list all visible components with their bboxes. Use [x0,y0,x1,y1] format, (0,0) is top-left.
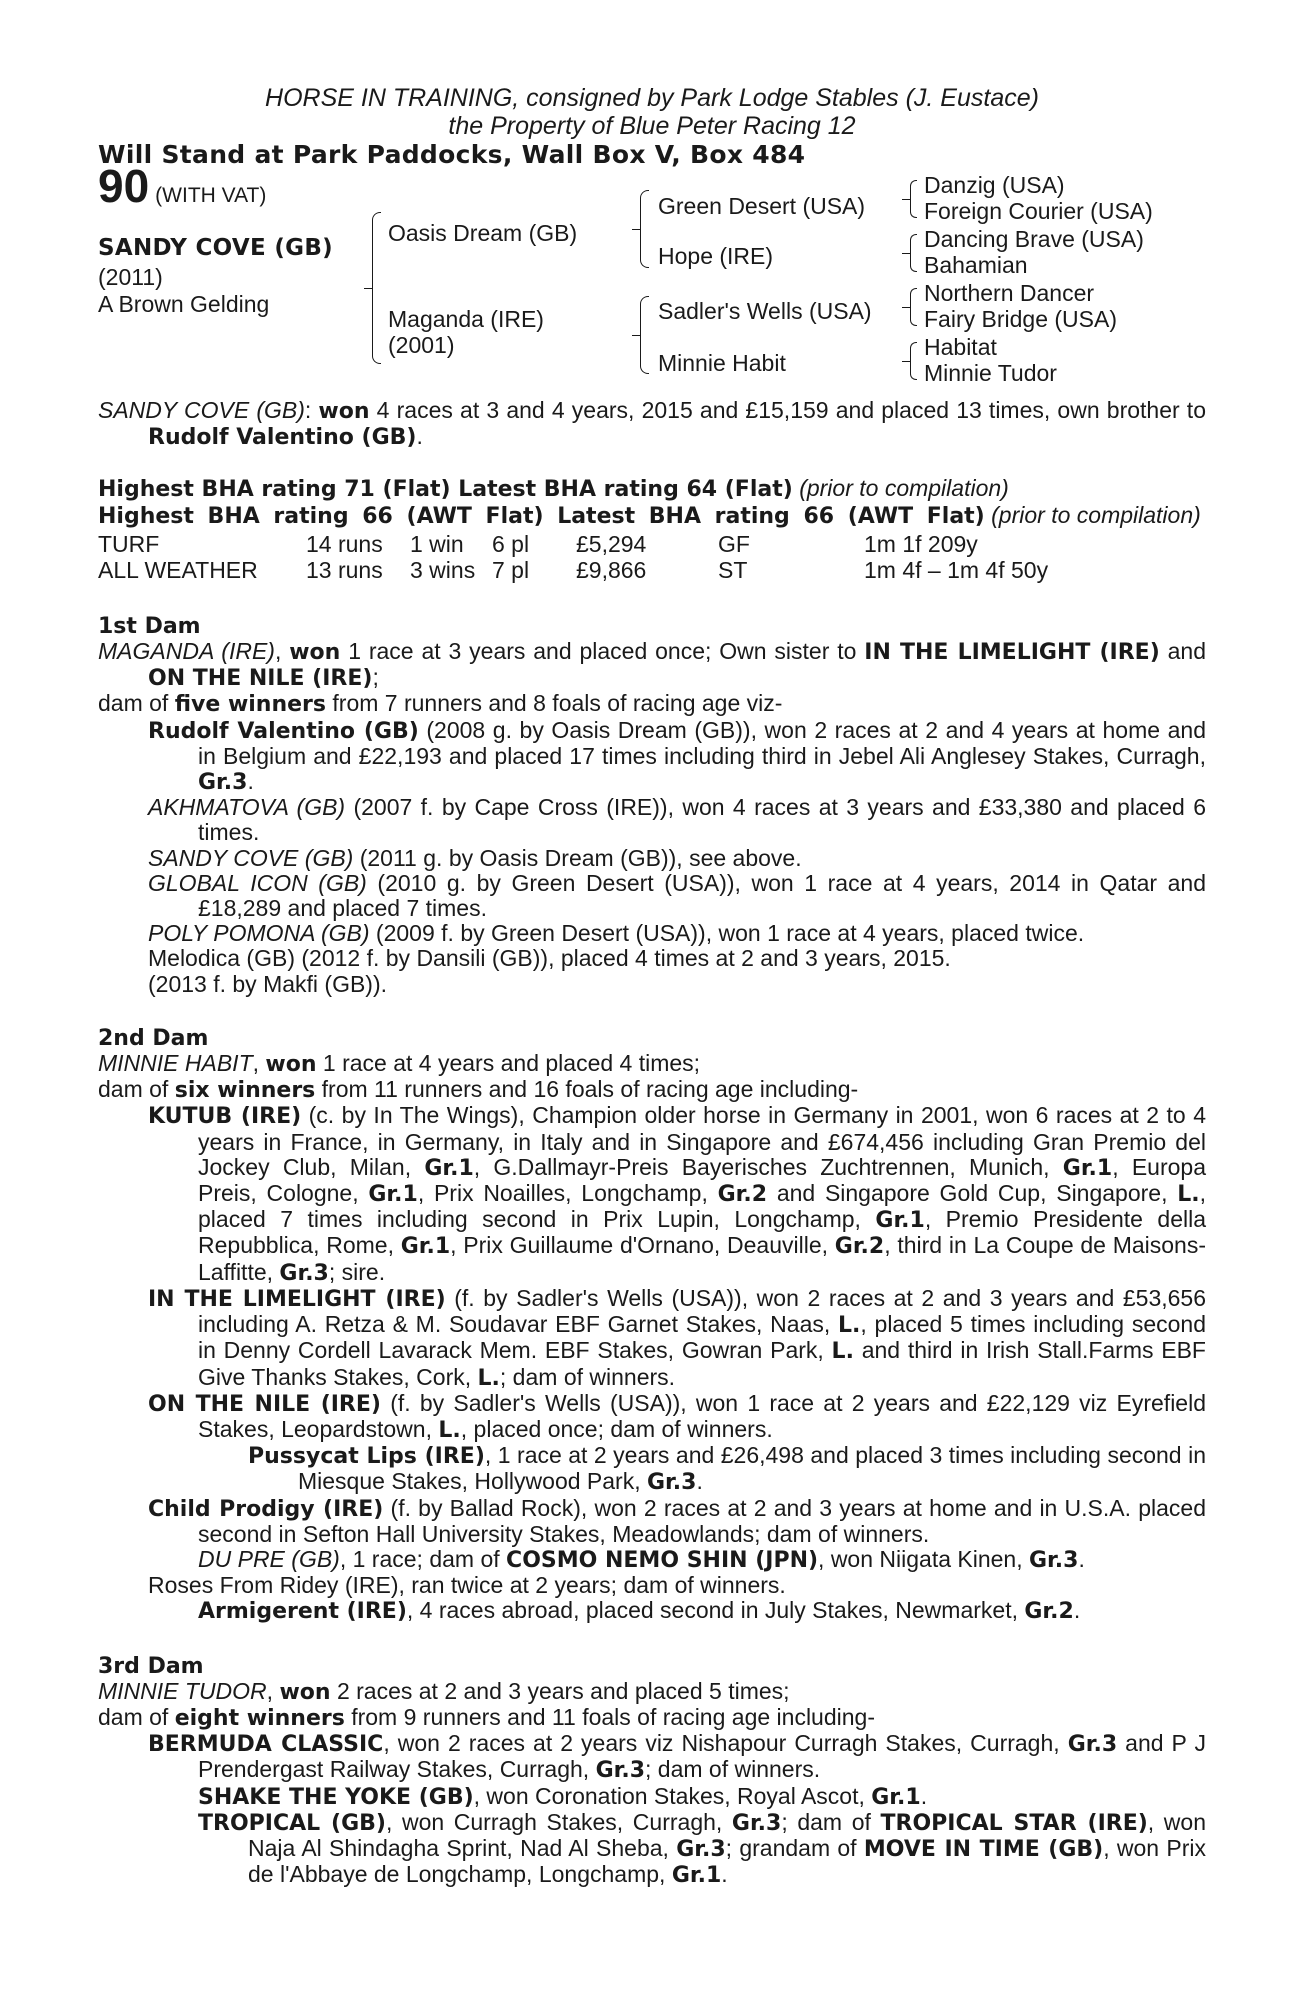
text: ; dam of winners. [645,1756,821,1783]
record-wins: 3 wins [410,556,476,583]
grade: L. [1177,1182,1200,1208]
grade: Gr.3 [595,1758,646,1784]
record-wins: 1 win [410,530,464,557]
pedigree-brace [910,234,917,272]
grade: Gr.1 [400,1234,451,1260]
text: , won Niigata Kinen, [818,1545,1029,1572]
grade: Gr.1 [875,1208,925,1234]
produce-name: KUTUB (IRE) [148,1104,302,1130]
sire-sire: Green Desert (USA) [658,193,866,219]
text: from 11 runners and 16 foals of racing age including- [315,1076,859,1103]
text: and P J Prendergast Railway Stakes, Curragh, [198,1730,1206,1783]
text: ; sire. [328,1258,386,1285]
grade: Gr.3 [198,770,248,796]
text: 1 race at 3 years and placed once; Own sister to [340,638,865,665]
produce-name: TROPICAL (GB) [198,1810,386,1836]
produce-name: SANDY COVE (GB) [148,844,354,871]
text: ; dam of winners. [499,1363,676,1390]
produce-name: COSMO NEMO SHIN (JPN) [506,1547,819,1573]
first-dam-section [98,613,1206,997]
dam-sire-sire: Northern Dancer [924,280,1095,306]
text: , 1 race; dam of [339,1545,507,1572]
record-going: ST [718,556,748,583]
produce-name: Child Prodigy (IRE) [148,1496,384,1522]
text: , won 2 races at 2 years viz Nishapour Curragh Stakes, Curragh, [383,1730,1068,1757]
text: (f. by Sadler's Wells (USA)), won 2 races at 2 and 3 years and £53,656 including A. Retza & M. Soudavar EBF Garnet Stakes, Naas, [198,1284,1206,1338]
dam-year: (2001) [388,332,455,358]
grade: Gr.3 [1029,1547,1079,1573]
race-summary: SANDY COVE (GB): won 4 races at 3 and 4 years, 2015 and £15,159 and placed 13 times, own brother to Rudolf Valentino (GB). [98,397,1206,451]
grade: Gr.1 [871,1784,921,1810]
text: , third in La Coupe de Maisons-Laffitte, [198,1232,1207,1285]
text: (c. by In The Wings), Champion older horse in Germany in 2001, won 6 races at 2 to 4 years in France, in Germany, in Italy and in Singapore and £674,456 including Gran Premio del Jockey Club, Milan, [198,1102,1206,1180]
grade: L. [477,1365,500,1391]
record-row-aw [98,557,1206,583]
record-placed: 6 pl [492,530,530,557]
text: , won Coronation Stakes, Royal Ascot, [473,1782,872,1809]
summary-horse-name: SANDY COVE (GB) [98,397,305,423]
dam: Maganda (IRE) [388,306,544,332]
grade: Gr.3 [731,1810,782,1836]
sire-dam: Hope (IRE) [658,243,774,269]
text: , Premio Presidente della Repubblica, Rome, [198,1206,1207,1259]
section-heading: 3rd Dam [98,1653,204,1679]
rating-awt [98,503,1206,529]
produce-name: Pussycat Lips (IRE) [248,1444,485,1470]
sire-sire-dam: Foreign Courier (USA) [924,198,1153,224]
text: (2011 g. by Oasis Dream (GB)), see above. [353,844,802,871]
stand-location: Will Stand at Park Paddocks, Wall Box V, Box 484 [98,140,806,169]
winners-count: five winners [174,692,327,718]
sire-sire-sire: Danzig (USA) [924,172,1065,198]
grade: Gr.1 [368,1182,418,1208]
text: , placed once; dam of winners. [460,1415,773,1442]
produce-name: Rudolf Valentino (GB) [148,718,419,744]
won-label: won [318,399,370,424]
text: (2009 f. by Green Desert (USA)), won 1 race at 4 years, placed twice. [369,920,1085,947]
grade: Gr.3 [1067,1732,1118,1758]
text: and [1159,638,1207,665]
text: (2010 g. by Green Desert (USA)), won 1 race at 4 years, 2014 in Qatar and £18,289 and placed 7 times. [198,869,1206,922]
lot-description: A Brown Gelding [98,291,270,317]
summary-text: 4 races at 3 and 4 years, 2015 and £15,159 and placed 13 times, own brother to [369,397,1206,423]
text: , Prix Noailles, Longchamp, [417,1180,718,1207]
rating-flat [98,476,1206,502]
text: , won Curragh Stakes, Curragh, [385,1808,732,1835]
text: from 9 runners and 11 foals of racing age including- [344,1703,875,1730]
winners-count: six winners [174,1078,316,1104]
produce-name: GLOBAL ICON (GB) [148,869,367,896]
sire: Oasis Dream (GB) [388,220,578,246]
pedigree-brace [910,180,917,218]
dam-dam-sire: Habitat [924,334,997,360]
produce-name: POLY POMONA (GB) [148,920,370,947]
pedigree-brace [372,212,381,364]
grade: Gr.3 [647,1470,697,1496]
produce-item: Armigerent (IRE), 4 races abroad, placed second in July Stakes, Newmarket, Gr.2. [198,1597,1081,1625]
produce-name: ON THE NILE (IRE) [148,1391,381,1417]
grade: L. [838,1313,861,1339]
produce-item: SHAKE THE YOKE (GB), won Coronation Stakes, Royal Ascot, Gr.1. [198,1782,928,1810]
pedigree-brace [640,190,649,268]
race-record-table [98,531,1206,583]
produce-item [98,921,1206,946]
text: ; grandam of [725,1834,864,1861]
produce-item [98,1286,1206,1391]
text: (f. by Ballad Rock), won 2 races at 2 and 3 years at home and in U.S.A. placed second in Sefton Hall University Stakes, Meadowlands; dam of winners. [198,1494,1206,1547]
dam-sire: Sadler's Wells (USA) [658,298,872,324]
record-distance: 1m 4f – 1m 4f 50y [864,556,1049,583]
winners-count: eight winners [174,1705,345,1731]
rating-awt-text: Highest BHA rating 66 (AWT Flat) Latest BHA rating 66 (AWT Flat) [98,503,985,529]
dam-name: MAGANDA (IRE) [98,638,275,665]
grade: Gr.3 [279,1260,329,1286]
text: and third in Irish Stall.Farms EBF Give Thanks Stakes, Cork, [198,1337,1206,1390]
record-earnings: £5,294 [576,530,647,557]
rating-note: (prior to compilation) [799,475,1009,502]
grade: Gr.1 [1062,1155,1113,1181]
text: (2007 f. by Cape Cross (IRE)), won 4 races at 3 years and £33,380 and placed 6 times. [198,794,1206,846]
produce-item: DU PRE (GB), 1 race; dam of COSMO NEMO SHIN (JPN), won Niigata Kinen, Gr.3. [198,1545,1085,1573]
produce-item [98,846,1206,871]
vat-note: (WITH VAT) [155,184,267,207]
produce-item: Pussycat Lips (IRE), 1 race at 2 years and £26,498 and placed 3 times including second in Miesque Stakes, Hollywood Park, Gr.3. [248,1442,1206,1496]
pedigree-brace [910,342,917,380]
grade: Gr.2 [834,1234,885,1260]
produce-name: DU PRE (GB) [198,1545,340,1572]
dam-record: MINNIE HABIT, won 1 race at 4 years and placed 4 times; [98,1050,701,1078]
rating-flat-text: Highest BHA rating 71 (Flat) Latest BHA rating 64 (Flat) [98,477,793,503]
produce-name: TROPICAL STAR (IRE) [880,1810,1148,1836]
produce-name: IN THE LIMELIGHT (IRE) [148,1286,446,1312]
grade: Gr.2 [717,1182,768,1208]
record-going: GF [718,530,750,557]
produce-item [98,795,1206,845]
grade: Gr.2 [1024,1599,1074,1625]
sire-dam-dam: Bahamian [924,252,1028,278]
record-surface: TURF [98,530,160,557]
produce-item: TROPICAL (GB), won Curragh Stakes, Curragh, Gr.3; dam of TROPICAL STAR (IRE), won Naja Al Shindagha Sprint, Nad Al Sheba, Gr.3; grandam of MOVE IN TIME (GB), won Prix de l'Abbaye de Longchamp, Longchamp, Gr.1. [198,1808,1206,1889]
dam-name: MINNIE TUDOR [98,1677,267,1704]
lot-name: SANDY COVE (GB) [98,235,333,261]
text: dam of [98,1703,175,1730]
text: , placed 7 times including second in Prix Lupin, Longchamp, [198,1180,1207,1233]
produce-name: MOVE IN TIME (GB) [863,1836,1104,1862]
grade: L. [831,1339,854,1365]
won-label: won [265,1052,317,1078]
text: and Singapore Gold Cup, Singapore, [767,1180,1178,1207]
produce-name: Armigerent (IRE) [198,1599,407,1625]
produce-name: AKHMATOVA (GB) [148,794,346,821]
dam-produce-summary [98,1705,1206,1731]
produce-item: Roses From Ridey (IRE), ran twice at 2 years; dam of winners. [148,1572,786,1599]
produce-item [98,1731,1206,1783]
won-label: won [279,1679,331,1705]
won-label: won [289,640,341,666]
record-surface: ALL WEATHER [98,556,258,583]
sibling-name: IN THE LIMELIGHT (IRE) [864,640,1160,666]
produce-name: SHAKE THE YOKE (GB) [198,1784,474,1810]
text: (2008 g. by Oasis Dream (GB)), won 2 races at 2 and 4 years at home and in Belgium and £22,193 and placed 17 times including third in Jebel Ali Anglesey Stakes, Curragh, [198,716,1206,769]
lot-block [98,160,1206,386]
sire-dam-sire: Dancing Brave (USA) [924,226,1144,252]
grade: Gr.1 [424,1155,474,1181]
record-earnings: £9,866 [576,556,647,583]
dam-record: MINNIE TUDOR, won 2 races at 2 and 3 years and placed 5 times; [98,1677,790,1705]
second-dam-section [98,1025,1206,1625]
dam-name: MINNIE HABIT [98,1050,253,1077]
text: 2 races at 2 and 3 years and placed 5 times; [330,1677,790,1704]
summary-end: . [416,423,423,450]
dam-dam-dam: Minnie Tudor [924,360,1057,386]
sibling-name: Rudolf Valentino (GB) [148,425,417,451]
produce-item [98,1103,1206,1285]
dam-sire-dam: Fairy Bridge (USA) [924,306,1117,332]
dam-produce-summary [98,1077,1206,1103]
produce-item [98,871,1206,921]
lot-number: 90 [98,160,150,212]
produce-item [98,1391,1206,1443]
pedigree-brace [910,288,917,326]
rating-note: (prior to compilation) [991,501,1201,528]
produce-item [98,1496,1206,1547]
text: , Europa Preis, Cologne, [198,1153,1206,1207]
text: (f. by Sadler's Wells (USA)), won 1 race at 2 years and £22,129 viz Eyrefield Stakes, Leopardstown, [198,1389,1206,1442]
grade: Gr.3 [676,1836,726,1862]
pedigree-brace [640,296,649,374]
dam-dam: Minnie Habit [658,350,786,376]
text: , Prix Guillaume d'Ornano, Deauville, [450,1232,835,1259]
ratings-block [98,476,1206,528]
text: from 7 runners and 8 foals of racing age viz- [326,690,783,717]
produce-item: (2013 f. by Makfi (GB)). [148,970,388,997]
lot-year: (2011) [98,264,163,290]
record-distance: 1m 1f 209y [864,530,978,557]
grade: L. [438,1417,461,1443]
record-runs: 14 runs [306,530,383,557]
third-dam-section [98,1653,1206,1889]
text: 1 race at 4 years and placed 4 times; [316,1050,701,1077]
sibling-name: ON THE NILE (IRE) [148,666,373,692]
text: , 4 races abroad, placed second in July Stakes, Newmarket, [406,1597,1025,1624]
record-runs: 13 runs [306,556,383,583]
dam-record: MAGANDA (IRE), won 1 race at 3 years and placed once; Own sister to IN THE LIMELIGHT (IRE) and ON THE NILE (IRE); [98,638,1207,692]
text: , placed 5 times including second in Denny Cordell Lavarack Mem. EBF Stakes, Gowran Park, [198,1311,1206,1364]
section-heading: 2nd Dam [98,1025,209,1051]
produce-item: Rudolf Valentino (GB) (2008 g. by Oasis Dream (GB)), won 2 races at 2 and 4 years at home and in Belgium and £22,193 and placed 17 times including third in Jebel Ali Anglesey Stakes, Curragh, Gr.3. [148,716,1206,796]
produce-item: Melodica (GB) (2012 f. by Dansili (GB)), placed 4 times at 2 and 3 years, 2015. [148,945,951,972]
produce-name: BERMUDA CLASSIC [148,1732,384,1758]
text: , 1 race at 2 years and £26,498 and placed 3 times including second in Miesque Stakes, Hollywood Park, [298,1442,1206,1495]
record-row-turf [98,531,1206,557]
text: dam of [98,690,175,717]
dam-produce-summary [98,691,1206,717]
grade: Gr.1 [671,1863,722,1889]
text: ; [372,664,379,691]
property-line: the Property of Blue Peter Racing 12 [448,112,856,140]
text: , won Naja Al Shindagha Sprint, Nad Al Sheba, [248,1808,1206,1861]
catalogue-page [98,84,1206,1888]
text: ; dam of [781,1808,881,1835]
consignment-line: HORSE IN TRAINING, consigned by Park Lodge Stables (J. Eustace) [265,84,1039,112]
text: dam of [98,1076,175,1103]
text: , won Prix de l'Abbaye de Longchamp, Longchamp, [248,1834,1206,1888]
record-placed: 7 pl [492,556,530,583]
text: , G.Dallmayr-Preis Bayerisches Zuchtrennen, Munich, [473,1153,1063,1180]
section-heading: 1st Dam [98,613,201,639]
